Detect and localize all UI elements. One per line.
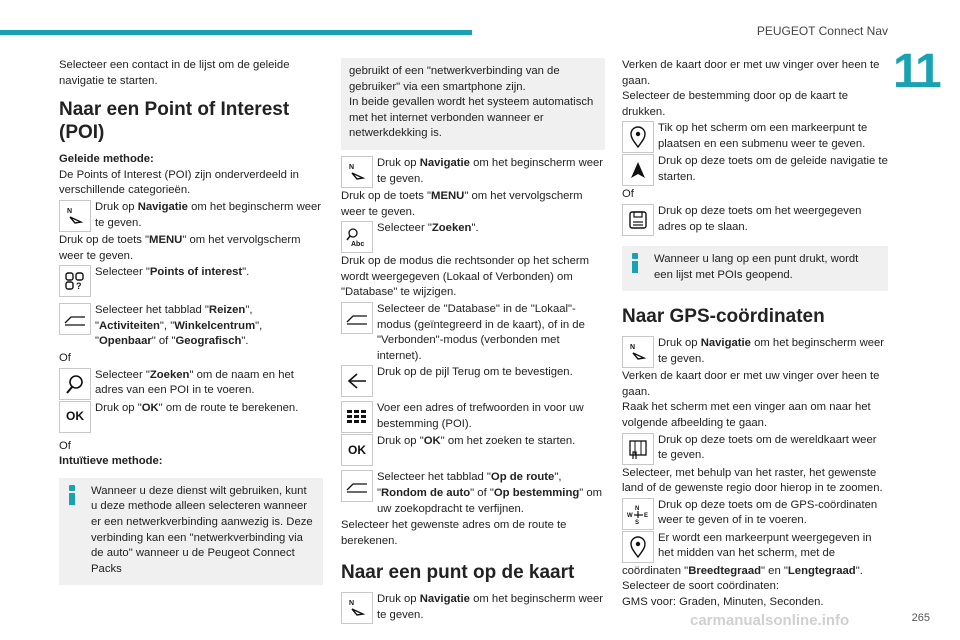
guidance-arrow-icon [622, 154, 654, 186]
gms-text: GMS voor: Graden, Minuten, Seconden. [622, 595, 824, 608]
svg-text:Abc: Abc [351, 241, 365, 249]
navigation-icon [59, 200, 91, 232]
of-text: Of [622, 188, 634, 201]
column-2 [341, 58, 605, 625]
step-navigation: N Druk op Navigatie om het beginscherm weer te geven. [341, 592, 605, 624]
tab-icon [341, 302, 373, 334]
svg-text:N: N [67, 207, 73, 215]
chapter-number: 11 [893, 45, 940, 98]
heading-map-point: Naar een punt op de kaart [341, 562, 575, 584]
poi-icon [59, 265, 91, 297]
heading-gps: Naar GPS-coördinaten [622, 306, 825, 328]
navigation-icon [622, 336, 654, 368]
ok-icon: OK [59, 401, 91, 433]
column-3 [622, 58, 888, 611]
step-database: Selecteer de "Database" in de "Lokaal"-modus (geïntegreerd in de kaart), of in de "Verbonden"-modus (verbonden met internet). [341, 302, 605, 364]
explore-text-2: Verken de kaart door er met uw vinger over heen te gaan. [622, 370, 880, 398]
step-world-map: Druk op deze toets om de wereldkaart weer te geven. [622, 433, 888, 465]
world-map-icon [622, 433, 654, 465]
header-accent-bar [0, 30, 472, 35]
navigation-icon [341, 156, 373, 188]
svg-text:N: N [349, 600, 355, 608]
search-icon [59, 368, 91, 400]
step-marker: Tik op het scherm om een markeerpunt te plaatsen en een submenu weer te geven. [622, 121, 888, 153]
svg-text:N: N [349, 163, 355, 171]
intuitive-label: Intuïtieve methode: [59, 455, 163, 468]
svg-text:S: S [635, 519, 640, 525]
intro-text: Selecteer een contact in de lijst om de geleide navigatie te starten. [59, 59, 290, 87]
step-back: Druk op de pijl Terug om te bevestigen. [341, 365, 605, 397]
step-search: Selecteer "Zoeken" om de naam en het adres van een POI in te voeren. [59, 368, 323, 400]
info-box-long-press: Wanneer u lang op een punt drukt, wordt een lijst met POIs geopend. [622, 246, 888, 291]
keypad-icon [341, 401, 373, 433]
step-navigation: N Druk op Navigatie om het beginscherm weer te geven. [341, 156, 605, 188]
svg-text:W: W [627, 512, 633, 519]
back-arrow-icon [341, 365, 373, 397]
info-icon [629, 253, 641, 273]
step-ok: OK Druk op "OK" om de route te berekenen. [59, 401, 323, 433]
tab-icon [341, 470, 373, 502]
step-tabs: Selecteer het tabblad "Reizen", "Activiteiten", "Winkelcentrum", "Openbaar" of "Geografisch". [59, 303, 323, 350]
header-title: PEUGEOT Connect Nav [756, 24, 888, 38]
menu-text: Druk op de toets "MENU" om het vervolgscherm weer te geven. [341, 189, 583, 218]
mode-text: Druk op de modus die rechtsonder op het scherm wordt weergegeven (Lokaal of Verbonden) om "Database" te wijzigen. [341, 255, 590, 299]
step-poi: ? Selecteer "Points of interest". [59, 265, 323, 297]
keyboard-abc-icon [341, 221, 373, 253]
coord-type-text: Selecteer de soort coördinaten: [622, 580, 779, 593]
select-text: Selecteer het gewenste adres om de route te berekenen. [341, 519, 567, 547]
watermark: carmanualsonline.info [690, 612, 850, 629]
step-navigation: N Druk op Navigatie om het beginscherm weer te geven. [622, 336, 888, 368]
info-icon [66, 485, 78, 505]
of-text: Of [59, 351, 71, 364]
marker-icon [622, 531, 654, 563]
coordinates-text: coördinaten "Breedtegraad" en "Lengtegraad". [622, 564, 863, 577]
svg-text:N: N [630, 344, 636, 352]
guided-text: De Points of Interest (POI) zijn onderverdeeld in verschillende categorieën. [59, 168, 299, 197]
step-ok: OK Druk op "OK" om het zoeken te starten. [341, 434, 605, 466]
svg-text:?: ? [76, 281, 82, 292]
step-search: Abc Selecteer "Zoeken". [341, 221, 605, 253]
step-save: Druk op deze toets om het weergegeven adres op te slaan. [622, 204, 888, 236]
step-gps: N W E S Druk op deze toets om de GPS-coördinaten weer te geven of in te voeren. [622, 498, 888, 530]
step-navigation: N Druk op Navigatie om het beginscherm weer te geven. [59, 200, 323, 232]
heading-poi: Naar een Point of Interest (POI) [59, 99, 290, 144]
save-icon [622, 204, 654, 236]
ok-icon: OK [341, 434, 373, 466]
of-text-2: Of [59, 439, 71, 452]
compass-icon [622, 498, 654, 530]
guided-label: Geleide methode: [59, 153, 154, 166]
step-marker-center: Er wordt een markeerpunt weergegeven in het midden van het scherm, met de [622, 531, 888, 563]
step-keypad: Voer een adres of trefwoorden in voor uw bestemming (POI). [341, 401, 605, 433]
menu-text: Druk op de toets "MENU" om het vervolgscherm weer te geven. [59, 233, 301, 262]
grid-text: Selecteer, met behulp van het raster, het gewenste land of de gewenste regio door hierop in te zoomen. [622, 466, 883, 495]
column-1 [59, 58, 323, 591]
tab-icon [59, 303, 91, 335]
svg-text:N: N [635, 505, 640, 512]
navigation-icon [341, 592, 373, 624]
page-number: 265 [911, 612, 930, 624]
step-refine: Selecteer het tabblad "Op de route", "Rondom de auto" of "Op bestemming" om uw zoekopdracht te verfijnen. [341, 470, 605, 517]
info-box-connection: Wanneer u deze dienst wilt gebruiken, kunt u deze methode alleen selecteren wanneer er een netwerkverbinding aanwezig is. Deze verbinding kan een "netwerkverbinding via de auto" wanneer u de Peugeot Connect Packs [59, 478, 323, 586]
explore-text: Verken de kaart door er met uw vinger over heen te gaan. [622, 59, 880, 87]
svg-text:E: E [644, 512, 649, 519]
step-guidance: Druk op deze toets om de geleide navigatie te starten. [622, 154, 888, 186]
touch-text: Raak het scherm met een vinger aan om naar het volgende afbeelding te gaan. [622, 401, 871, 429]
info-box-continued: gebruikt of een "netwerkverbinding van de gebruiker" via een smartphone zijn. In beide gevallen wordt het systeem automatisch met het internet verbonden wanneer er netwerkdekking is. [341, 58, 605, 150]
marker-icon [622, 121, 654, 153]
select-dest-text: Selecteer de bestemming door op de kaart te drukken. [622, 90, 849, 118]
